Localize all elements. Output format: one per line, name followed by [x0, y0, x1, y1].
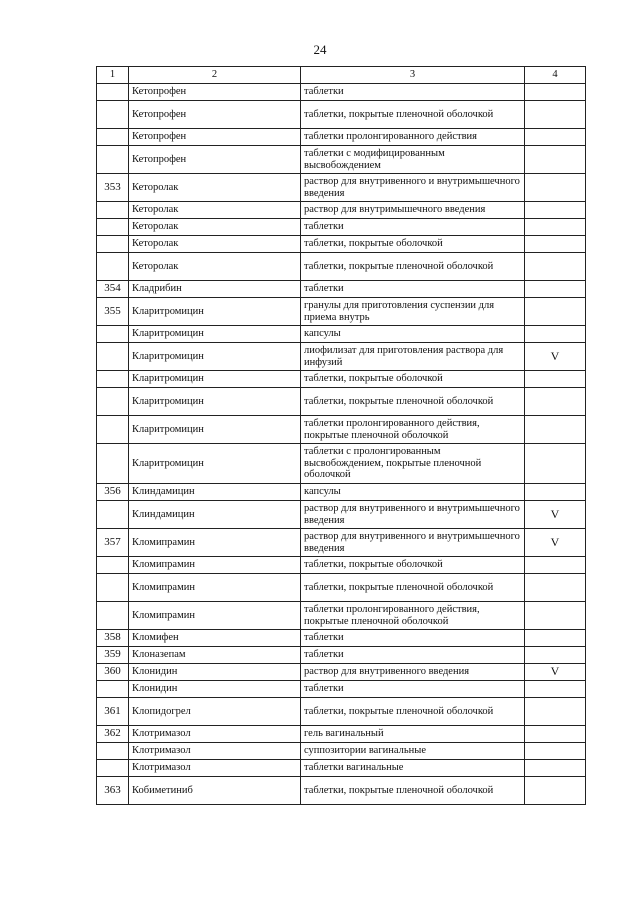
table-row: [97, 698, 586, 726]
row-number: [97, 501, 129, 529]
row-number: [97, 557, 129, 574]
dosage-form: гель вагинальный: [301, 726, 525, 743]
table-row: [97, 84, 586, 101]
table-row: [97, 760, 586, 777]
drug-name: Клотримазол: [129, 760, 301, 777]
header-col-4: 4: [525, 67, 586, 84]
row-number: [97, 416, 129, 444]
row-number: [97, 84, 129, 101]
header-col-1: 1: [97, 67, 129, 84]
dosage-form: таблетки пролонгированного действия: [301, 129, 525, 146]
dosage-form: раствор для внутривенного введения: [301, 664, 525, 681]
dosage-form: таблетки, покрытые оболочкой: [301, 557, 525, 574]
mark-cell: [525, 484, 586, 501]
mark-cell: [525, 371, 586, 388]
table-row: [97, 202, 586, 219]
dosage-form: таблетки: [301, 219, 525, 236]
mark-cell: [525, 743, 586, 760]
drug-name: Кломипрамин: [129, 557, 301, 574]
mark-cell: [525, 698, 586, 726]
row-number: [97, 681, 129, 698]
mark-cell: [525, 146, 586, 174]
drug-name: Кетопрофен: [129, 101, 301, 129]
row-number: 354: [97, 281, 129, 298]
mark-cell: [525, 574, 586, 602]
row-number: [97, 253, 129, 281]
table-row: [97, 343, 586, 371]
row-number: [97, 202, 129, 219]
dosage-form: таблетки пролонгированного действия, покрытые пленочной оболочкой: [301, 602, 525, 630]
table-row: [97, 557, 586, 574]
row-number: 362: [97, 726, 129, 743]
drug-name: Кеторолак: [129, 219, 301, 236]
dosage-form: таблетки: [301, 647, 525, 664]
dosage-form: раствор для внутривенного и внутримышечного введения: [301, 501, 525, 529]
drug-name: Клопидогрел: [129, 698, 301, 726]
row-number: [97, 574, 129, 602]
dosage-form: таблетки, покрытые пленочной оболочкой: [301, 101, 525, 129]
table-row: [97, 681, 586, 698]
table-row: [97, 647, 586, 664]
row-number: 355: [97, 298, 129, 326]
dosage-form: таблетки, покрытые пленочной оболочкой: [301, 388, 525, 416]
drug-name: Клиндамицин: [129, 484, 301, 501]
row-number: [97, 129, 129, 146]
dosage-form: таблетки с модифицированным высвобождением: [301, 146, 525, 174]
table-row: [97, 664, 586, 681]
drug-name: Клоназепам: [129, 647, 301, 664]
dosage-form: таблетки, покрытые оболочкой: [301, 371, 525, 388]
drug-name: Кларитромицин: [129, 326, 301, 343]
table-row: [97, 174, 586, 202]
dosage-form: таблетки с пролонгированным высвобождением, покрытые пленочной оболочкой: [301, 444, 525, 484]
dosage-form: гранулы для приготовления суспензии для приема внутрь: [301, 298, 525, 326]
row-number: 356: [97, 484, 129, 501]
row-number: 353: [97, 174, 129, 202]
table-row: [97, 726, 586, 743]
row-number: 359: [97, 647, 129, 664]
mark-cell: [525, 388, 586, 416]
mark-cell: [525, 219, 586, 236]
mark-cell: [525, 630, 586, 647]
mark-cell: [525, 602, 586, 630]
drug-name: Кетопрофен: [129, 84, 301, 101]
drug-name: Кларитромицин: [129, 371, 301, 388]
dosage-form: раствор для внутримышечного введения: [301, 202, 525, 219]
mark-cell: [525, 647, 586, 664]
table-row: [97, 129, 586, 146]
drug-name: Клиндамицин: [129, 501, 301, 529]
row-number: 363: [97, 777, 129, 805]
mark-cell: V: [525, 501, 586, 529]
row-number: [97, 326, 129, 343]
drug-name: Кеторолак: [129, 253, 301, 281]
drug-name: Кломипрамин: [129, 529, 301, 557]
table-row: [97, 743, 586, 760]
table-row: [97, 298, 586, 326]
dosage-form: таблетки: [301, 630, 525, 647]
dosage-form: таблетки вагинальные: [301, 760, 525, 777]
drug-name: Кетопрофен: [129, 146, 301, 174]
row-number: [97, 388, 129, 416]
dosage-form: таблетки: [301, 681, 525, 698]
page-number: 24: [313, 42, 327, 57]
table-row: [97, 777, 586, 805]
table-header-row: [97, 67, 586, 84]
dosage-form: раствор для внутривенного и внутримышечного введения: [301, 174, 525, 202]
mark-cell: V: [525, 664, 586, 681]
dosage-form: таблетки, покрытые пленочной оболочкой: [301, 698, 525, 726]
table-row: [97, 574, 586, 602]
mark-cell: [525, 281, 586, 298]
drug-table: [96, 66, 586, 805]
table-row: [97, 253, 586, 281]
dosage-form: капсулы: [301, 484, 525, 501]
mark-cell: [525, 84, 586, 101]
row-number: [97, 101, 129, 129]
mark-cell: [525, 101, 586, 129]
drug-name: Кладрибин: [129, 281, 301, 298]
mark-cell: V: [525, 343, 586, 371]
dosage-form: таблетки, покрытые пленочной оболочкой: [301, 777, 525, 805]
drug-name: Кеторолак: [129, 236, 301, 253]
drug-name: Кломипрамин: [129, 574, 301, 602]
drug-name: Кломипрамин: [129, 602, 301, 630]
mark-cell: [525, 557, 586, 574]
dosage-form: капсулы: [301, 326, 525, 343]
row-number: [97, 760, 129, 777]
table-row: [97, 281, 586, 298]
row-number: [97, 743, 129, 760]
row-number: [97, 343, 129, 371]
dosage-form: таблетки, покрытые пленочной оболочкой: [301, 574, 525, 602]
row-number: [97, 602, 129, 630]
table-row: [97, 529, 586, 557]
mark-cell: V: [525, 529, 586, 557]
row-number: 360: [97, 664, 129, 681]
table-row: [97, 146, 586, 174]
mark-cell: [525, 416, 586, 444]
row-number: [97, 219, 129, 236]
mark-cell: [525, 236, 586, 253]
mark-cell: [525, 326, 586, 343]
table-row: [97, 444, 586, 484]
row-number: 358: [97, 630, 129, 647]
mark-cell: [525, 681, 586, 698]
mark-cell: [525, 253, 586, 281]
table-row: [97, 326, 586, 343]
table-row: [97, 371, 586, 388]
drug-name: Кобиметиниб: [129, 777, 301, 805]
dosage-form: суппозитории вагинальные: [301, 743, 525, 760]
mark-cell: [525, 202, 586, 219]
mark-cell: [525, 777, 586, 805]
mark-cell: [525, 760, 586, 777]
drug-name: Клотримазол: [129, 726, 301, 743]
dosage-form: раствор для внутривенного и внутримышечного введения: [301, 529, 525, 557]
drug-name: Кларитромицин: [129, 298, 301, 326]
drug-name: Клонидин: [129, 681, 301, 698]
table-row: [97, 219, 586, 236]
drug-name: Кларитромицин: [129, 343, 301, 371]
drug-name: Клотримазол: [129, 743, 301, 760]
header-col-3: 3: [301, 67, 525, 84]
header-col-2: 2: [129, 67, 301, 84]
drug-name: Кеторолак: [129, 174, 301, 202]
dosage-form: лиофилизат для приготовления раствора для инфузий: [301, 343, 525, 371]
table-row: [97, 501, 586, 529]
table-body: [97, 84, 586, 805]
row-number: 357: [97, 529, 129, 557]
drug-name: Кларитромицин: [129, 388, 301, 416]
row-number: [97, 146, 129, 174]
table-row: [97, 630, 586, 647]
dosage-form: таблетки: [301, 84, 525, 101]
dosage-form: таблетки: [301, 281, 525, 298]
row-number: 361: [97, 698, 129, 726]
table-row: [97, 416, 586, 444]
row-number: [97, 236, 129, 253]
mark-cell: [525, 129, 586, 146]
mark-cell: [525, 726, 586, 743]
dosage-form: таблетки, покрытые пленочной оболочкой: [301, 253, 525, 281]
table-row: [97, 484, 586, 501]
mark-cell: [525, 174, 586, 202]
dosage-form: таблетки, покрытые оболочкой: [301, 236, 525, 253]
mark-cell: [525, 298, 586, 326]
drug-name: Кларитромицин: [129, 416, 301, 444]
row-number: [97, 444, 129, 484]
table-row: [97, 388, 586, 416]
mark-cell: [525, 444, 586, 484]
drug-name: Кломифен: [129, 630, 301, 647]
dosage-form: таблетки пролонгированного действия, покрытые пленочной оболочкой: [301, 416, 525, 444]
table-row: [97, 101, 586, 129]
table-row: [97, 236, 586, 253]
drug-name: Кетопрофен: [129, 129, 301, 146]
table-row: [97, 602, 586, 630]
drug-name: Кларитромицин: [129, 444, 301, 484]
row-number: [97, 371, 129, 388]
drug-name: Кеторолак: [129, 202, 301, 219]
drug-name: Клонидин: [129, 664, 301, 681]
